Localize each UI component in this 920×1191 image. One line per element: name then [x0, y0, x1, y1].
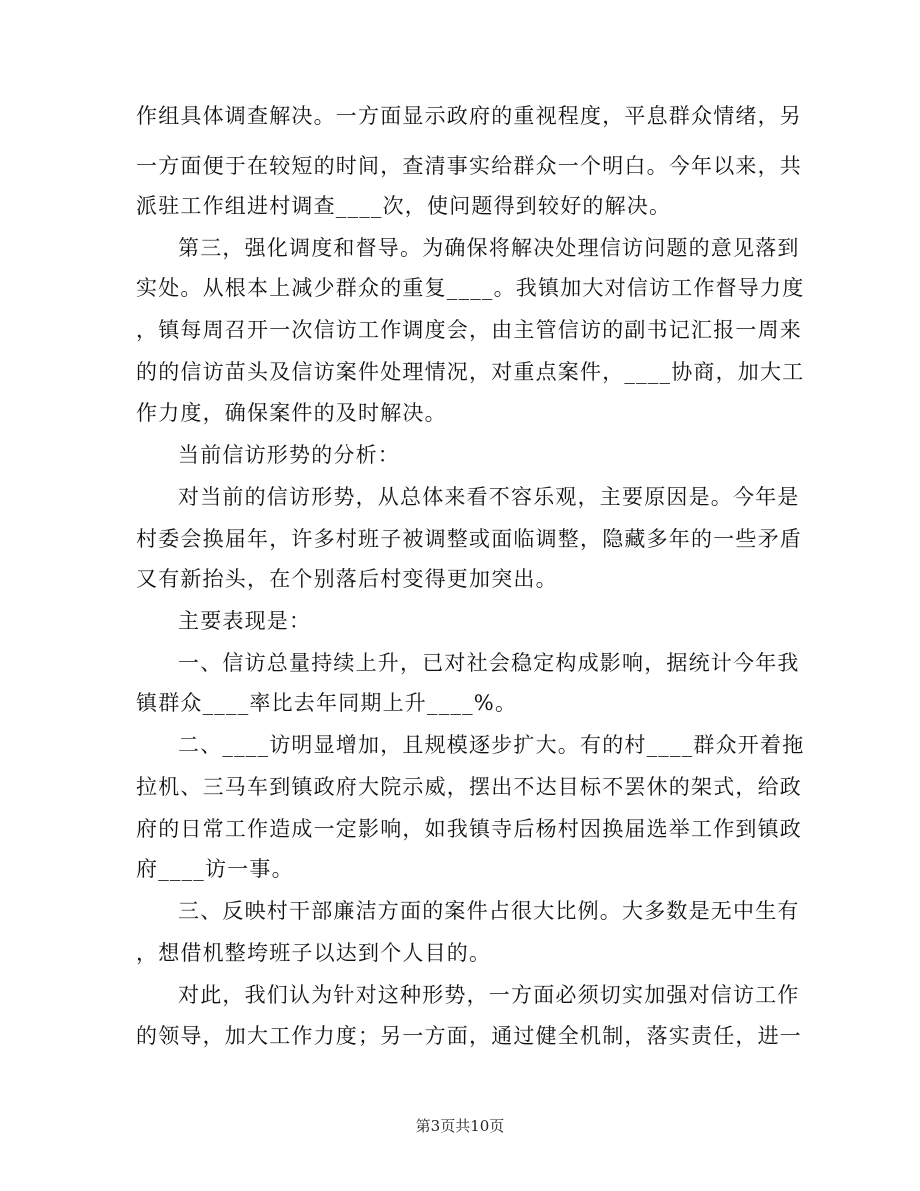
section-heading: 当前信访形势的分析： [178, 443, 400, 467]
text-line: 镇群众____率比去年同期上升____%。 [136, 691, 518, 715]
text-line: 村委会换届年，许多村班子被调整或面临调整，隐藏多年的一些矛盾 [136, 527, 802, 551]
text-line: 一方面便于在较短的时间，查清事实给群众一个明白。今年以来，共 [136, 154, 802, 178]
text-line: 又有新抬头，在个别落后村变得更加突出。 [136, 567, 558, 591]
text-line: 府____访一事。 [136, 857, 294, 881]
text-line: ，镇每周召开一次信访工作调度会，由主管信访的副书记汇报一周来 [136, 318, 802, 342]
text-line: 三、反映村干部廉洁方面的案件占很大比例。大多数是无中生有 [178, 899, 800, 923]
text-line: 府的日常工作造成一定影响，如我镇寺后杨村因换届选举工作到镇政 [136, 817, 802, 841]
text-line: 作力度，确保案件的及时解决。 [136, 401, 447, 425]
text-line: 作组具体调查解决。一方面显示政府的重视程度，平息群众情绪，另 [136, 104, 802, 128]
text-line: 的领导，加大工作力度；另一方面，通过健全机制，落实责任，进一 [136, 1024, 802, 1048]
text-line: ，想借机整垮班子以达到个人目的。 [136, 941, 492, 965]
text-line: 一、信访总量持续上升，已对社会稳定构成影响，据统计今年我 [178, 651, 800, 675]
text-line: 拉机、三马车到镇政府大院示威，摆出不达目标不罢休的架式，给政 [136, 775, 802, 799]
text-line: 对此，我们认为针对这种形势，一方面必须切实加强对信访工作 [178, 983, 800, 1007]
text-line: 第三，强化调度和督导。为确保将解决处理信访问题的意见落到 [178, 236, 800, 260]
text-line: 派驻工作组进村调查____次，使问题得到较好的解决。 [136, 194, 672, 218]
text-line: 实处。从根本上减少群众的重复____。我镇加大对信访工作督导力度 [136, 276, 805, 300]
page-number: 第3页共10页 [415, 1117, 505, 1135]
text-line: 对当前的信访形势，从总体来看不容乐观，主要原因是。今年是 [178, 485, 800, 509]
section-heading: 主要表现是： [178, 609, 312, 633]
text-line: 二、____访明显增加，且规模逐步扩大。有的村____群众开着拖 [178, 733, 805, 757]
text-line: 的的信访苗头及信访案件处理情况，对重点案件，____协商，加大工 [136, 360, 805, 384]
